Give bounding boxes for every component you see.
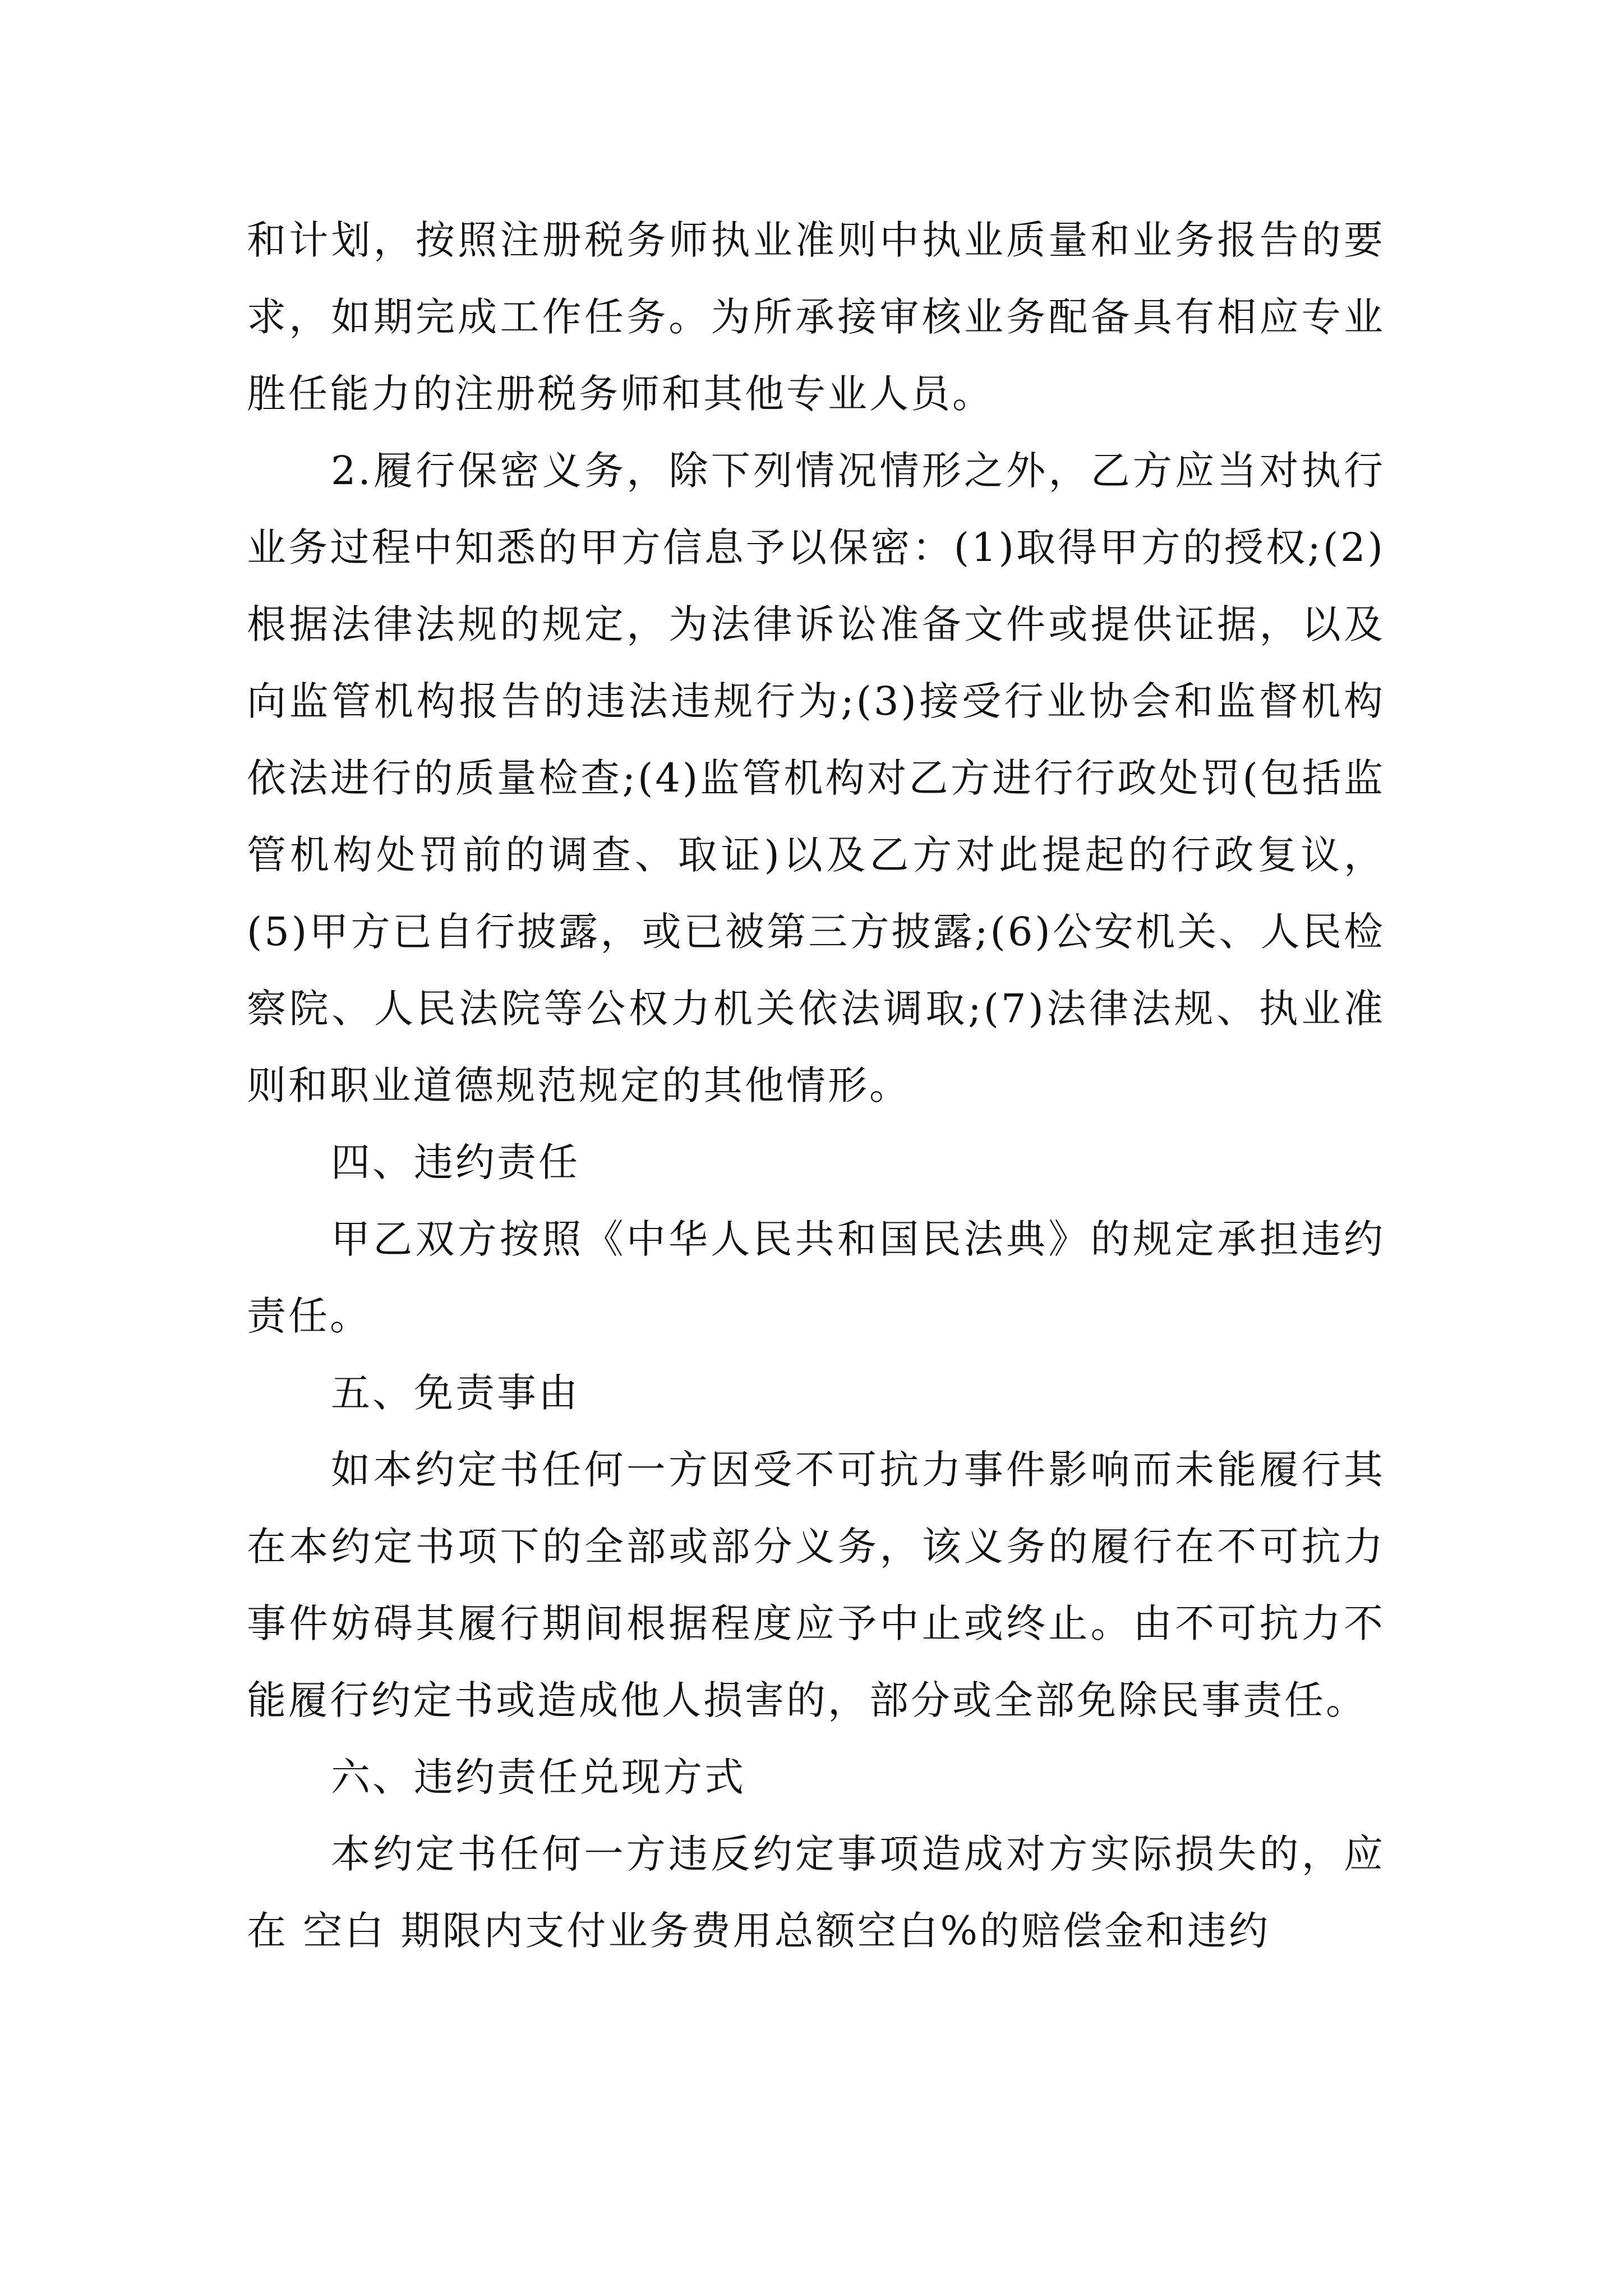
paragraph-breach-liability: 甲乙双方按照《中华人民共和国民法典》的规定承担违约责任。 (247, 1216, 1385, 1339)
section-heading-breach-liability: 四、违约责任 (331, 1139, 580, 1185)
section-heading-exemption: 五、免责事由 (331, 1370, 580, 1416)
document-body (247, 202, 1385, 1970)
section-heading-liability-payment: 六、违约责任兑现方式 (331, 1754, 746, 1800)
paragraph-liability-payment: 本约定书任何一方违反约定事项造成对方实际损失的，应在 空白 期限内支付业务费用总额空白%的赔偿金和违约 (247, 1831, 1385, 1954)
paragraph-confidentiality: 2.履行保密义务，除下列情况情形之外，乙方应当对执行业务过程中知悉的甲方信息予以保密：(1)取得甲方的授权;(2)根据法律法规的规定，为法律诉讼准备文件或提供证据，以及向监管机构报告的违法违规行为;(3)接受行业协会和监督机构依法进行的质量检查;(4)监管机构对乙方进行行政处罚(包括监管机构处罚前的调查、取证)以及乙方对此提起的行政复议，(5)甲方已自行披露，或已被第三方披露;(6)公安机关、人民检察院、人民法院等公权力机关依法调取;(7)法律法规、执业准则和职业道德规范规定的其他情形。 (247, 448, 1385, 1108)
paragraph-continuation: 和计划，按照注册税务师执业准则中执业质量和业务报告的要求，如期完成工作任务。为所承接审核业务配备具有相应专业胜任能力的注册税务师和其他专业人员。 (247, 217, 1385, 417)
paragraph-force-majeure: 如本约定书任何一方因受不可抗力事件影响而未能履行其在本约定书项下的全部或部分义务，该义务的履行在不可抗力事件妨碍其履行期间根据程度应予中止或终止。由不可抗力不能履行约定书或造成他人损害的，部分或全部免除民事责任。 (247, 1447, 1385, 1723)
